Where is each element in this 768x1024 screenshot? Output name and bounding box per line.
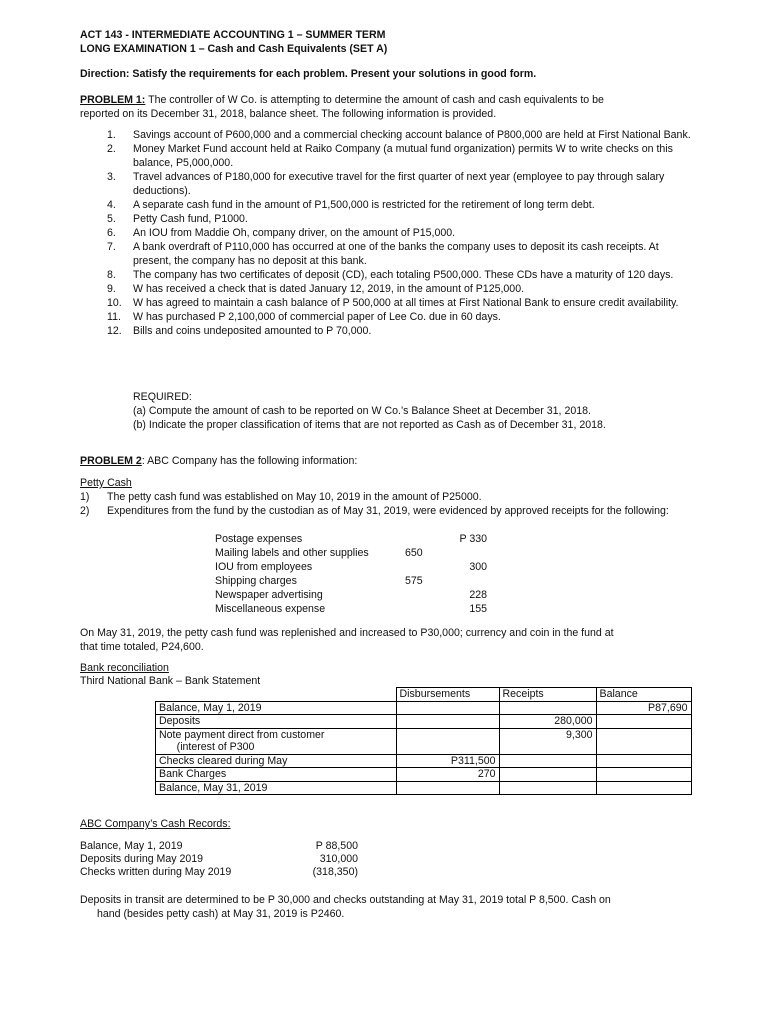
list-item-number: 12.: [107, 325, 122, 337]
cash-record-value: (318,350): [312, 866, 358, 878]
list-item-text: Expenditures from the fund by the custodian as of May 31, 2019, were evidenced by approved receipts for the following:: [107, 505, 669, 517]
list-item: [80, 226, 692, 240]
transit-line1: Deposits in transit are determined to be P 30,000 and checks outstanding at May 31, 2019 total P 8,500. Cash on: [80, 894, 611, 906]
expense-amount: [443, 546, 487, 560]
list-item-text: A separate cash fund in the amount of P1,500,000 is restricted for the retirement of long term debt.: [133, 199, 595, 211]
row-label: (interest of P300: [156, 741, 397, 754]
list-item-number: 9.: [107, 283, 116, 295]
problem1-intro-line1: The controller of W Co. is attempting to determine the amount of cash and cash equivalents to be: [145, 94, 604, 106]
expense-sub-amount: [405, 560, 443, 574]
expense-label: Postage expenses: [215, 533, 303, 545]
table-row: [156, 741, 692, 754]
receipt-cell: [499, 701, 596, 715]
cash-record-label: Checks written during May 2019: [80, 866, 232, 878]
direction-text: Direction: Satisfy the requirements for each problem. Present your solutions in good form.: [80, 68, 537, 80]
list-item: [80, 268, 692, 282]
receipt-cell: 9,300: [499, 728, 596, 741]
cash-record-label: Deposits during May 2019: [80, 853, 204, 865]
receipt-cell: [499, 741, 596, 754]
list-item-number: 5.: [107, 213, 116, 225]
replenish-line1: On May 31, 2019, the petty cash fund was replenished and increased to P30,000; currency and coin in the fund at: [80, 627, 614, 639]
list-item-number: 2.: [107, 143, 116, 155]
list-item: [80, 324, 692, 338]
bank-statement-table: [155, 687, 692, 795]
expense-sub-amount: [405, 532, 443, 546]
expense-amount: 228: [469, 589, 487, 601]
problem2-label: PROBLEM 2: [80, 455, 142, 467]
required-label: REQUIRED:: [133, 391, 192, 403]
expense-label: Shipping charges: [215, 575, 297, 587]
list-item-text: A bank overdraft of P110,000 has occurred at one of the banks the company uses to deposit its cash receipts. At present, the company has no deposit at this bank.: [133, 241, 659, 267]
column-header: [156, 688, 397, 702]
required-b: (b) Indicate the proper classification of items that are not reported as Cash as of December 31, 2018.: [133, 419, 606, 431]
balance-cell: [596, 715, 691, 729]
list-item-text: The company has two certificates of deposit (CD), each totaling P500,000. These CDs have a maturity of 120 days.: [133, 269, 674, 281]
table-row: [156, 754, 692, 768]
expense-sub-amount: [405, 602, 443, 616]
list-item: [80, 212, 692, 226]
table-header-row: [156, 688, 692, 702]
list-item: [80, 198, 692, 212]
list-item-text: The petty cash fund was established on May 10, 2019 in the amount of P25000.: [107, 491, 482, 503]
table-row: [156, 781, 692, 795]
cash-record-value: P 88,500: [315, 840, 358, 852]
list-item-text: Savings account of P600,000 and a commercial checking account balance of P800,000 are held at First National Bank.: [133, 129, 691, 141]
petty-cash-heading: Petty Cash: [80, 477, 132, 489]
balance-cell: [596, 768, 691, 782]
list-item-text: W has purchased P 2,100,000 of commercial paper of Lee Co. due in 60 days.: [133, 311, 501, 323]
cash-record-value: 310,000: [319, 853, 358, 865]
list-item-text: Travel advances of P180,000 for executive travel for the first quarter of next year (employee to pay through salary deductions).: [133, 171, 665, 197]
row-label: Deposits: [156, 715, 397, 729]
table-row: [80, 840, 358, 853]
bank-statement-title: Third National Bank – Bank Statement: [80, 675, 261, 687]
exam-title: LONG EXAMINATION 1 – Cash and Cash Equivalents (SET A): [80, 43, 388, 55]
list-item: [80, 490, 692, 504]
expense-label: Newspaper advertising: [215, 589, 323, 601]
table-row: [215, 588, 487, 602]
expense-sub-amount: 650: [405, 547, 423, 559]
expense-amount: P 330: [459, 533, 487, 545]
disbursement-cell: [396, 741, 499, 754]
table-row: [215, 560, 487, 574]
list-item: [80, 128, 692, 142]
column-header: Disbursements: [396, 688, 499, 702]
petty-cash-list: [80, 490, 692, 518]
table-row: [215, 532, 487, 546]
problem1-label: PROBLEM 1:: [80, 94, 146, 106]
balance-cell: P87,690: [596, 701, 691, 715]
expense-label: Miscellaneous expense: [215, 603, 326, 615]
list-item: [80, 310, 692, 324]
list-item-text: An IOU from Maddie Oh, company driver, on the amount of P15,000.: [133, 227, 456, 239]
list-item-number: 1.: [107, 129, 116, 141]
list-item: [80, 296, 692, 310]
column-header: Balance: [596, 688, 691, 702]
table-row: [156, 701, 692, 715]
list-item-text: Money Market Fund account held at Raiko Company (a mutual fund organization) permits W to write checks on this balance, P5,000,000.: [133, 143, 673, 169]
problem1-intro-line2: reported on its December 31, 2018, balance sheet. The following information is provided.: [80, 108, 497, 120]
problem1-list: [80, 128, 692, 338]
disbursement-cell: [396, 701, 499, 715]
list-item: [80, 282, 692, 296]
list-item: [80, 504, 692, 518]
expenses-table: [215, 532, 487, 616]
table-row: [80, 866, 358, 879]
bank-reconciliation-heading: Bank reconciliation: [80, 662, 169, 674]
receipt-cell: [499, 781, 596, 795]
list-item-number: 1): [80, 491, 90, 503]
receipt-cell: [499, 754, 596, 768]
course-title: ACT 143 - INTERMEDIATE ACCOUNTING 1 – SUMMER TERM: [80, 29, 386, 41]
row-label: Note payment direct from customer: [156, 728, 397, 741]
list-item: [80, 170, 692, 198]
row-label: Balance, May 1, 2019: [156, 701, 397, 715]
list-item-number: 8.: [107, 269, 116, 281]
receipt-cell: 280,000: [499, 715, 596, 729]
list-item-number: 11.: [107, 311, 121, 323]
list-item-text: Petty Cash fund, P1000.: [133, 213, 248, 225]
list-item: [80, 142, 692, 170]
problem2-intro-text: : ABC Company has the following information:: [141, 455, 358, 467]
balance-cell: [596, 781, 691, 795]
table-row: [156, 768, 692, 782]
disbursement-cell: 270: [396, 768, 499, 782]
list-item-number: 7.: [107, 241, 116, 253]
list-item: [80, 240, 692, 268]
row-label: Balance, May 31, 2019: [156, 781, 397, 795]
receipt-cell: [499, 768, 596, 782]
expense-amount: 155: [469, 603, 487, 615]
transit-line2: hand (besides petty cash) at May 31, 2019 is P2460.: [97, 908, 345, 920]
list-item-number: 2): [80, 505, 90, 517]
table-row: [215, 602, 487, 616]
list-item-text: Bills and coins undeposited amounted to P 70,000.: [133, 325, 372, 337]
expense-label: Mailing labels and other supplies: [215, 547, 369, 559]
table-row: [80, 853, 358, 866]
balance-cell: [596, 754, 691, 768]
list-item-text: W has received a check that is dated January 12, 2019, in the amount of P125,000.: [133, 283, 525, 295]
disbursement-cell: [396, 728, 499, 741]
balance-cell: [596, 728, 691, 741]
cash-records-table: [80, 840, 358, 879]
disbursement-cell: P311,500: [396, 754, 499, 768]
disbursement-cell: [396, 715, 499, 729]
table-row: [156, 715, 692, 729]
problem2-intro: [80, 454, 357, 468]
disbursement-cell: [396, 781, 499, 795]
replenish-line2: that time totaled, P24,600.: [80, 641, 204, 653]
balance-cell: [596, 741, 691, 754]
table-row: [156, 728, 692, 741]
cash-records-heading: ABC Company’s Cash Records:: [80, 818, 231, 830]
cash-record-label: Balance, May 1, 2019: [80, 840, 183, 852]
required-a: (a) Compute the amount of cash to be reported on W Co.’s Balance Sheet at December 31, 2018.: [133, 405, 591, 417]
column-header: Receipts: [499, 688, 596, 702]
expense-sub-amount: 575: [405, 575, 423, 587]
list-item-number: 3.: [107, 171, 116, 183]
expense-sub-amount: [405, 588, 443, 602]
list-item-number: 6.: [107, 227, 116, 239]
table-row: [215, 546, 487, 560]
list-item-number: 10.: [107, 297, 122, 309]
list-item-number: 4.: [107, 199, 116, 211]
problem1-intro: [80, 93, 604, 107]
row-label: Checks cleared during May: [156, 754, 397, 768]
table-row: [215, 574, 487, 588]
expense-amount: [443, 574, 487, 588]
list-item-text: W has agreed to maintain a cash balance of P 500,000 at all times at First National Bank to ensure credit availability.: [133, 297, 679, 309]
expense-amount: 300: [469, 561, 487, 573]
row-label: Bank Charges: [156, 768, 397, 782]
expense-label: IOU from employees: [215, 561, 313, 573]
